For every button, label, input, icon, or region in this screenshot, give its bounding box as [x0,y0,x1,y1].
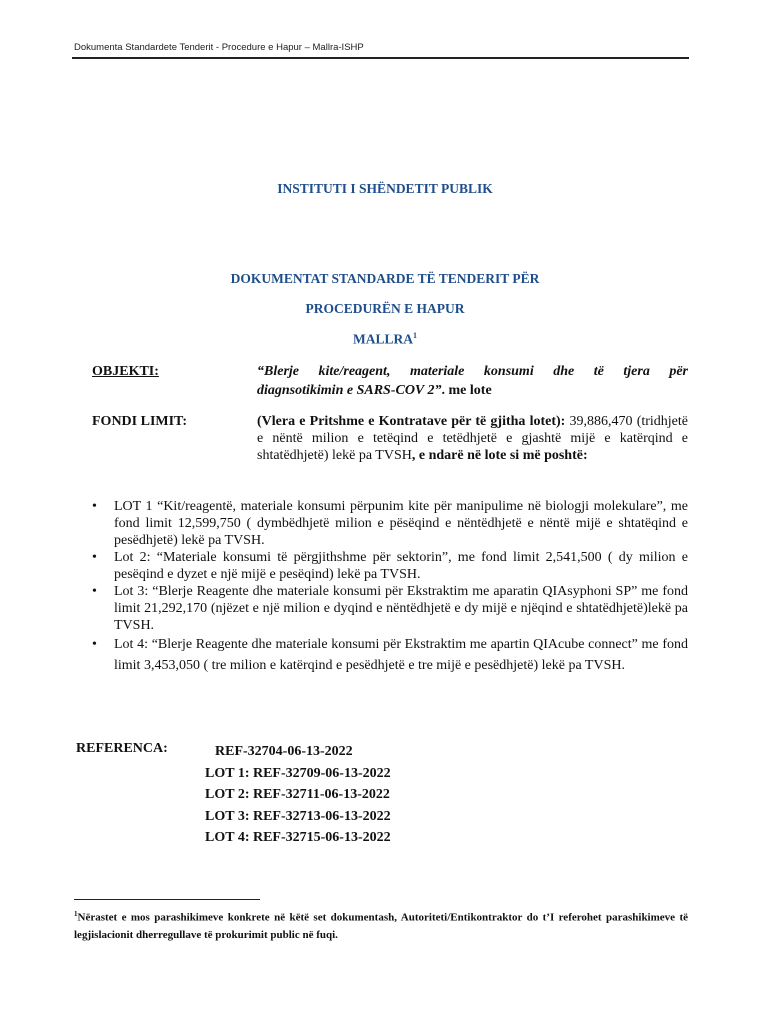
lot-text: Lot 4: “Blerje Reagente dhe materiale konsumi për Ekstraktim me apartin QIAcube connect” me fond limit 3,453,050 ( tre milion e katërqind e pesëdhjetë e tre mijë e pesëdhjetë) lekë pa TVSH. [114,637,688,673]
bullet-icon: • [92,637,97,652]
objekti-value [257,362,688,400]
footnote-text: Nërastet e mos parashikimeve konkrete në këtë set dokumentash, Autoriteti/Entikontraktor do t’I referohet parashikimeve të legjislacionit dherregullave të prokurimit public në fuqi. [74,911,688,941]
referenca-lot: LOT 2: REF-32711-06-13-2022 [205,787,390,802]
objekti-label: OBJEKTI: [92,364,159,379]
footnote-rule [74,899,260,900]
objekti-line1: “Blerje kite/reagent, materiale konsumi dhe të tjera për [257,364,688,379]
footnote [74,906,688,944]
referenca-label: REFERENCA: [76,741,168,756]
bullet-icon: • [92,584,97,599]
document-title-line1: DOKUMENTAT STANDARDE TË TENDERIT PËR [230,271,540,286]
referenca-main: REF-32704-06-13-2022 [215,744,353,759]
fondi-intro: (Vlera e Pritshme e Kontratave për të gjitha lotet): [257,414,566,429]
referenca-list [205,741,391,849]
bullet-icon: • [92,550,97,565]
fondi-label: FONDI LIMIT: [92,414,188,429]
list-item [92,583,688,634]
list-item [92,549,688,583]
objekti-line2 [257,381,688,400]
fondi-tail: , e ndarë në lote si më poshtë: [411,448,588,463]
bullet-icon: • [92,499,97,514]
objekti-rest: . me lote [441,383,492,398]
document-title-mallra: MALLRA [353,331,413,347]
header-rule [72,57,689,59]
list-item [92,634,688,676]
fondi-amount: 39,886,470 (tridhjetë e nëntë milion e tetëqind e tetëdhjetë e gjashtë mijë e katërqind e shtatëdhjetë) lekë pa TVSH [257,414,688,463]
document-title-line3 [0,331,770,348]
referenca-lot: LOT 3: REF-32713-06-13-2022 [205,808,391,824]
lot-text: Lot 2: “Materiale konsumi të përgjithshme për sektorin”, me fond limit 2,541,500 ( dy milion e pesëqind e dyzet e një mijë e pesëqind) lekë pa TVSH. [114,550,688,582]
fondi-value [257,413,688,464]
objekti-italic: diagnsotikimin e SARS-COV 2” [257,383,442,398]
referenca-lot: LOT 4: REF-32715-06-13-2022 [205,830,391,845]
lot-text: LOT 1 “Kit/reagentë, materiale konsumi përpunim kite për manipulime në biologji molekulare”, me fond limit 12,599,750 ( dymbëdhjetë milion e pësëqind e nëntëdhjetë e nëntë mijë e shtatëqind e pesëdhjetë) lekë pa TVSH. [114,499,688,548]
lots-list [92,498,688,676]
institution-title: INSTITUTI I SHËNDETIT PUBLIK [277,181,493,196]
footnote-reference: 1 [413,331,417,340]
document-title-line2: PROCEDURËN E HAPUR [305,301,465,316]
lot-text: Lot 3: “Blerje Reagente dhe materiale konsumi për Ekstraktim me aparatin QIAsyphoni SP” me fond limit 21,292,170 (njëzet e një milion e dyqind e nëntëdhjetë e dy mijë e njëqind e shtatëdhjetë)lekë pa TVSH. [114,584,688,633]
running-header: Dokumenta Standardete Tenderit - Procedure e Hapur – Mallra-ISHP [74,42,364,53]
referenca-lot: LOT 1: REF-32709-06-13-2022 [205,765,391,781]
list-item [92,498,688,549]
footnote-mark: 1 [74,910,78,918]
